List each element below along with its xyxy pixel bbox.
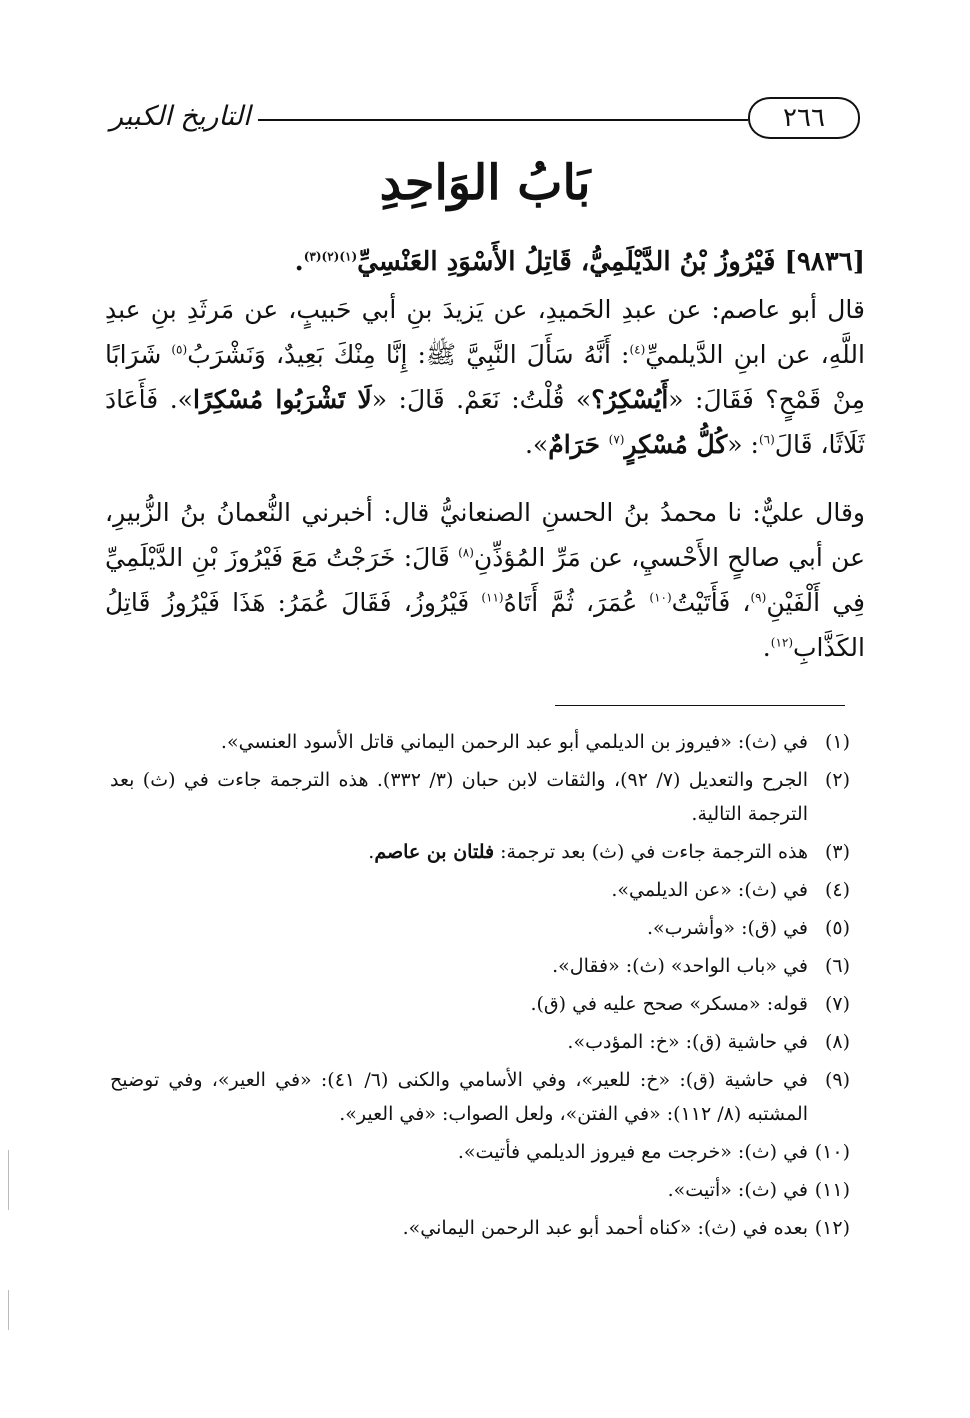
text-run: شَرَابًا مِنْ قَمْحٍ؟ فَقَالَ: « (105, 340, 866, 414)
text-run: . (762, 633, 771, 662)
book-title: التاريخ الكبير (110, 101, 251, 132)
footnote-text: الجرح والتعديل (٧/ ٩٢)، والثقات لابن حبان (٣/ ٣٣٢). هذه الترجمة جاءت في (ث) بعد الترجمة التالية. (110, 769, 809, 825)
footnote-text: في (ث): «فيروز بن الديلمي أبو عبد الرحمن اليماني قاتل الأسود العنسي». (220, 731, 808, 753)
text-run: » قُلْتُ: نَعَمْ. قَالَ: « (371, 385, 592, 414)
footnote (110, 835, 850, 869)
text-run: : أَنَّهُ سَأَلَ النَّبِيَّ ﷺ: إِنَّا مِنْكَ بَعِيدٌ، وَنَشْرَبُ (187, 340, 630, 369)
footnote-ref: (٦) (758, 432, 775, 447)
quote-bold: أَيُسْكِرُ؟ (591, 385, 669, 414)
footnote (110, 763, 850, 831)
footnote-text: قوله: «مسكر» صحح عليه في (ق). (530, 993, 808, 1015)
footnote-ref: (١٢) (770, 635, 794, 650)
footnote-text (110, 835, 808, 869)
footnote (110, 1063, 850, 1131)
footnote-separator (555, 705, 845, 706)
footnote (110, 725, 850, 759)
footnote-ref: (٤) (629, 342, 646, 357)
text-run: : « (727, 430, 759, 459)
footnote-text: في «باب الواحد» (ث): «فقال». (552, 955, 808, 977)
entry-number: [٩٨٣٦] (784, 247, 865, 277)
paragraph-1 (105, 287, 865, 467)
footnote-number: (٤) (824, 879, 850, 901)
quote-bold: حَرَامٌ (548, 430, 609, 459)
text-run: عُمَرَ، ثُمَّ أَتَاهُ (503, 588, 650, 617)
quote-bold: لَا تَشْرَبُوا مُسْكِرًا (192, 385, 372, 414)
footnote-number: (١١) (814, 1179, 850, 1201)
footnote-ref: (٨) (458, 545, 474, 560)
footnote-text: في (ق): «وأشرب». (647, 917, 808, 939)
text-run: قَالَ: خَرَجْتُ مَعَ فَيْرُوزَ بْنِ الدَّيْلَمِيِّ فِي أَلْفَيْنِ (105, 543, 866, 617)
footnote (110, 1135, 850, 1169)
chapter-title: بَابُ الوَاحِدِ (379, 155, 591, 211)
page-header (110, 95, 860, 145)
footnote-number: (١٢) (814, 1217, 850, 1239)
footnote (110, 1211, 850, 1245)
entry-refs: (١)(٢)(٣) (303, 249, 358, 264)
footnotes (110, 725, 850, 1249)
footnote (110, 873, 850, 907)
footnote-number: (٩) (824, 1069, 850, 1091)
entry-heading (105, 240, 865, 284)
text-run: ، فَأَتَيْتُ (671, 588, 751, 617)
scan-edge-mark (8, 1150, 9, 1210)
footnote-number: (٥) (824, 917, 850, 939)
footnote-text: في (ث): «عن الديلمي». (611, 879, 808, 901)
footnote-number: (٧) (824, 993, 850, 1015)
text-run: قال أبو عاصم: عن عبدِ الحَميدِ، عن يَزيدَ بنِ أبي حَبيبٍ، عن مَرثَدِ بنِ عبدِ اللَّهِ، عن ابنِ الدَّيلميِّ (105, 295, 865, 369)
footnote (110, 1173, 850, 1207)
footnote-number: (٣) (824, 841, 850, 863)
text-run: فَيْرُوزُ، فَقَالَ عُمَرُ: هَذَا فَيْرُوزُ قَاتِلُ الكَذَّابِ (105, 588, 865, 662)
footnote-text-end: . (368, 841, 375, 863)
footnote-ref: (٧) (608, 432, 625, 447)
footnote-text-part: هذه الترجمة جاءت في (ث) بعد ترجمة: (494, 841, 808, 863)
page-number: ٢٦٦ (748, 97, 860, 139)
footnote (110, 911, 850, 945)
footnote-number: (٦) (824, 955, 850, 977)
footnote-text: في حاشية (ق): «خ: المؤدب». (567, 1031, 808, 1053)
entry-name: فَيْرُوزُ بْنُ الدَّيْلَمِيُّ، قَاتِلُ الأَسْوَدِ العَنْسِيِّ (357, 247, 776, 277)
footnote-ref: (٥) (171, 342, 188, 357)
header-rule (258, 119, 748, 121)
footnote (110, 1025, 850, 1059)
text-run: ». (524, 430, 549, 459)
footnote-text: في (ث): «أتيت». (667, 1179, 808, 1201)
footnote-ref: (١١) (481, 590, 504, 605)
footnote-bold-name: فلتان بن عاصم (374, 841, 495, 863)
footnote-text: في (ث): «خرجت مع فيروز الديلمي فأتيت». (457, 1141, 808, 1163)
paragraph-2 (105, 490, 865, 670)
footnote-text: بعده في (ث): «كناه أحمد أبو عبد الرحمن اليماني». (402, 1217, 808, 1239)
footnote-number: (١٠) (814, 1141, 850, 1163)
footnote-number: (٨) (824, 1031, 850, 1053)
footnote-ref: (١٠) (649, 590, 672, 605)
footnote (110, 987, 850, 1021)
footnote-number: (١) (824, 731, 850, 753)
entry-end: . (294, 247, 304, 277)
footnote (110, 949, 850, 983)
footnote-ref: (٩) (750, 590, 767, 605)
scan-edge-mark (8, 1290, 9, 1330)
text-run: ». فَأَعَادَ ثَلَاثًا، قَالَ (105, 385, 865, 459)
footnote-text: في حاشية (ق): «خ: للعير»، وفي الأسامي والكنى (٦/ ٤١): «في العير»، وفي توضيح المشتبه (٨/ ١١٢): «في الفتن»، ولعل الصواب: «في العير». (110, 1069, 808, 1125)
footnote-number: (٢) (824, 769, 850, 791)
text-run: وقال عليٌّ: نا محمدُ بنُ الحسنِ الصنعانيُّ قال: أخبرني النُّعمانُ بنُ الزُّبيرِ، عن أبي صالحٍ الأَحْسيِ، عن مَرِّ المُؤذِّنِ (105, 498, 865, 572)
quote-bold: كُلُّ مُسْكِرٍ (624, 430, 728, 459)
